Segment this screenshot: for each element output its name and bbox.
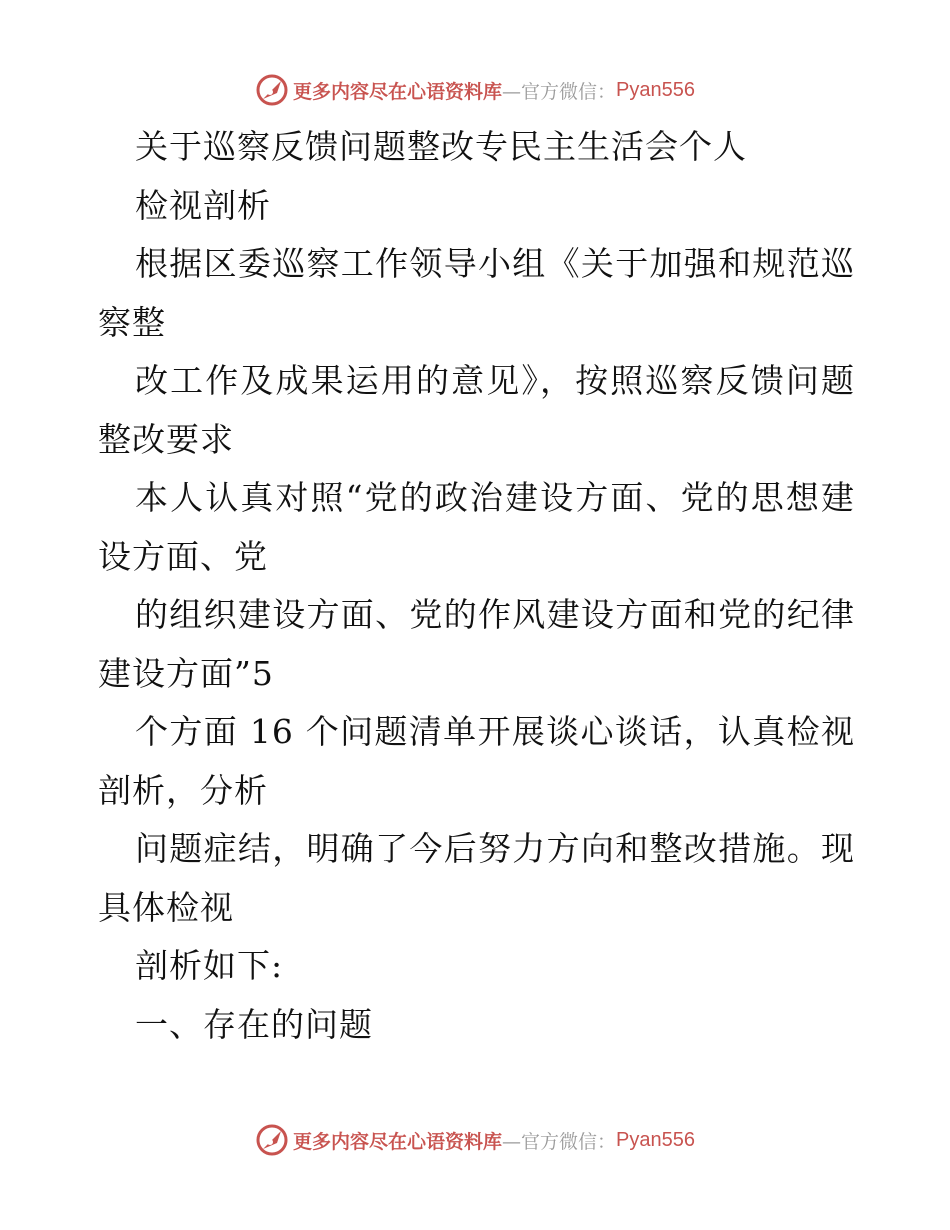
doc-title-line-1: 关于巡察反馈问题整改专民主生活会个人 xyxy=(135,127,747,166)
paragraph-line: 察整 xyxy=(98,302,166,342)
paragraph-line: 本人认真对照“党的政治建设方面、党的思想建 xyxy=(135,478,855,517)
quill-pen-seal-icon xyxy=(255,73,289,107)
paragraph-line: 问题症结，明确了今后努力方向和整改措施。现 xyxy=(135,829,855,868)
paragraph-line: 的组织建设方面、党的作风建设方面和党的纪律 xyxy=(135,595,855,634)
banner-gray-text: —官方微信： xyxy=(502,80,617,103)
banner-wechat-id: Pyan556 xyxy=(616,1128,695,1151)
paragraph-line: 设方面、党 xyxy=(98,536,268,576)
doc-title-line-2: 检视剖析 xyxy=(135,185,271,225)
paragraph-line: 整改要求 xyxy=(98,419,234,459)
paragraph-line: 剖析如下: xyxy=(135,946,284,985)
banner-wechat-id: Pyan556 xyxy=(616,78,695,101)
footer-banner xyxy=(0,1120,950,1160)
paragraph-line: 具体检视 xyxy=(98,887,234,927)
banner-red-text: 更多内容尽在心语资料库 xyxy=(293,1130,503,1153)
banner-gray-text: —官方微信： xyxy=(502,1130,617,1153)
banner-red-text: 更多内容尽在心语资料库 xyxy=(293,80,503,103)
paragraph-line: 建设方面”5 xyxy=(98,653,274,693)
header-banner xyxy=(0,70,950,110)
document-body xyxy=(98,118,858,1054)
paragraph-line: 根据区委巡察工作领导小组《关于加强和规范巡 xyxy=(135,244,855,283)
quill-pen-seal-icon xyxy=(255,1123,289,1157)
paragraph-line: 剖析，分析 xyxy=(98,770,268,810)
paragraph-line: 个方面 16 个问题清单开展谈心谈话，认真检视 xyxy=(135,712,855,751)
paragraph-line: 改工作及成果运用的意见》，按照巡察反馈问题 xyxy=(135,361,855,400)
section-heading: 一、存在的问题 xyxy=(135,1004,373,1044)
